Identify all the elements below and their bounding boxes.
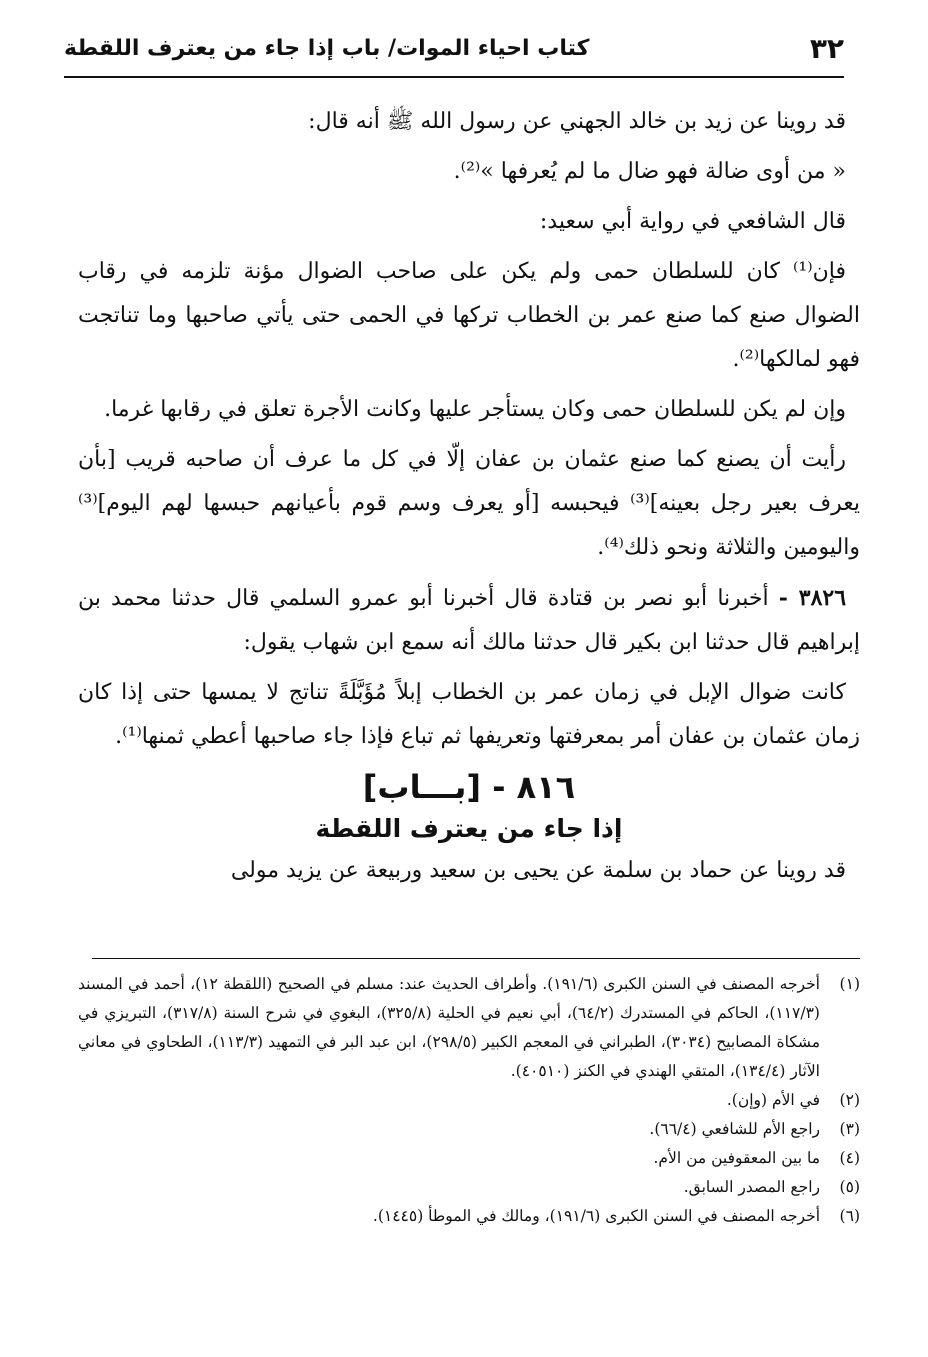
footnote-text: راجع الأم للشافعي (٦٦/٤). [649, 1120, 820, 1138]
paragraph: قال الشافعي في رواية أبي سعيد: [539, 209, 846, 234]
footnote [78, 1202, 860, 1231]
paragraph: قد روينا عن زيد بن خالد الجهني عن رسول الله ﷺ أنه قال: [308, 109, 846, 134]
main-text [78, 100, 860, 899]
footnote-number: (١) [839, 975, 860, 993]
footnote-text: أخرجه المصنف في السنن الكبرى (١٩١/٦). وأطراف الحديث عند: مسلم في الصحيح (اللقطة ١٢)، أحمد في المسند (١١٧/٣)، الحاكم في المستدرك (٦٤/٢)، أبي نعيم في الحلية (٣٢٥/٨)، البغوي في شرح السنة (٣١٧/٨)، التبريزي في مشكاة المصابيح (٣٠٣٤)، الطبراني في المعجم الكبير (٢٩٨/٥)، ابن عبد البر في التمهيد (١١٣/٣)، الطحاوي في معاني الآثار (١٣٤/٤)، المتقي الهندي في الكنز (٤٠٥١٠). [78, 975, 821, 1080]
paragraph: فإن⁽¹⁾ كان للسلطان حمى ولم يكن على صاحب الضوال مؤنة تلزمه في رقاب الضوال صنع كما صنع عمر بن الخطاب تركها في الحمى حتى يأتي صاحبها وما تناتجت فهو لمالكها⁽²⁾. [78, 259, 860, 372]
hadith-quote: كانت ضوال الإبل في زمان عمر بن الخطاب إبلاً مُؤَبَّلَةً تناتج لا يمسها حتى إذا كان زمان عثمان بن عفان أمر بمعرفتها وتعريفها ثم تباع فإذا جاء صاحبها أعطي ثمنها⁽¹⁾. [78, 680, 860, 749]
footnote-number: (٤) [839, 1149, 860, 1167]
paragraph: « من أوى ضالة فهو ضال ما لم يُعرفها »⁽²⁾. [453, 159, 846, 184]
footnote-text: راجع المصدر السابق. [683, 1178, 820, 1196]
footnote [78, 1115, 860, 1144]
footnote-text: في الأم (وإن). [726, 1091, 820, 1109]
footnotes [78, 970, 860, 1231]
footnote [78, 970, 860, 1086]
chapter-number: ٨١٦ - [بـــاب] [362, 768, 576, 806]
hadith-number: ٣٨٢٦ - [778, 585, 847, 611]
hadith-text: أخبرنا أبو نصر بن قتادة قال أخبرنا أبو عمرو السلمي قال حدثنا محمد بن إبراهيم قال حدثنا ابن بكير قال حدثنا مالك أنه سمع ابن شهاب يقول: [78, 586, 860, 655]
page-header [64, 28, 844, 78]
paragraph: رأيت أن يصنع كما صنع عثمان بن عفان إلّا في كل ما عرف أن صاحبه قريب [بأن يعرف بعير رجل بعينه]⁽³⁾ فيحبسه [أو يعرف وسم قوم بأعيانهم حبسها لهم اليوم]⁽³⁾ واليومين والثلاثة ونحو ذلك⁽⁴⁾. [78, 447, 861, 560]
footnote-divider [92, 958, 860, 959]
footnote [78, 1086, 860, 1115]
running-title: كتاب احياء الموات/ باب إذا جاء من يعترف اللقطة [64, 36, 590, 61]
footnote [78, 1144, 860, 1173]
footnote-number: (٦) [839, 1207, 860, 1225]
footnote-number: (٢) [839, 1091, 860, 1109]
footnote-number: (٣) [839, 1120, 860, 1138]
chapter-opening: قد روينا عن حماد بن سلمة عن يحيى بن سعيد وربيعة عن يزيد مولى [230, 858, 846, 883]
page-number: ٣٢ [809, 32, 844, 65]
footnote [78, 1173, 860, 1202]
footnote-text: أخرجه المصنف في السنن الكبرى (١٩١/٦)، ومالك في الموطأ (١٤٤٥). [372, 1207, 820, 1225]
chapter-title: إذا جاء من يعترف اللقطة [315, 814, 623, 843]
footnote-text: ما بين المعقوفين من الأم. [653, 1149, 820, 1167]
footnote-number: (٥) [839, 1178, 860, 1196]
chapter-heading [78, 765, 860, 849]
hadith-paragraph [78, 576, 860, 665]
paragraph: وإن لم يكن للسلطان حمى وكان يستأجر عليها وكانت الأجرة تعلق في رقابها غرما. [104, 397, 846, 422]
